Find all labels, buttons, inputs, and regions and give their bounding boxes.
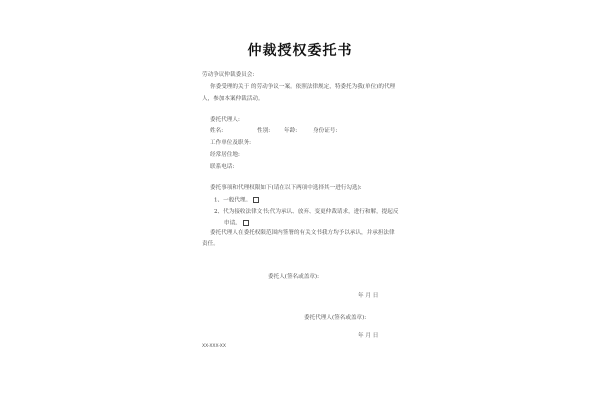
agent-heading: 委托代理人: (210, 117, 240, 123)
phone-label: 联系电话: (210, 164, 235, 170)
gender-label: 性别: (257, 128, 271, 134)
agent-signature: 委托代理人(签名或盖章): (304, 315, 367, 321)
id-label: 身份证号: (313, 128, 338, 134)
name-label: 姓名: (210, 128, 224, 134)
closing-line-1: 委托代理人在委托权限范围内签署的有关文书我方均予以承认，并承担法律 (210, 230, 395, 236)
principal-date: 年 月 日 (358, 293, 379, 299)
option-1-label: 1、一般代理。 (214, 197, 252, 204)
intro-line-2: 人，参加本案仲裁活动。 (202, 96, 264, 102)
document-title: 仲裁授权委托书 (247, 43, 353, 59)
option-1-checkbox[interactable] (253, 197, 259, 203)
option-2 (214, 209, 398, 216)
option-2-cont (224, 220, 249, 228)
option-2-label-cont: 申请。 (224, 220, 241, 227)
addressee: 劳动争议仲裁委员会: (202, 72, 255, 78)
closing-line-2: 责任。 (202, 241, 219, 247)
agent-date: 年 月 日 (358, 333, 379, 339)
option-1 (214, 197, 259, 205)
age-label: 年龄: (284, 128, 298, 134)
address-label: 经常居住地: (210, 152, 240, 158)
work-label: 工作单位及职务: (210, 140, 252, 146)
footer-code: XX-XXX-XX (202, 344, 226, 349)
principal-signature: 委托人(签名或盖章): (268, 274, 319, 280)
option-2-checkbox[interactable] (243, 220, 249, 226)
intro-line-1: 你委受理的关于 的劳动争议一案。依照法律规定，特委托为我(单位)的代理 (210, 84, 396, 90)
scope-heading: 委托事项和代理权限如下(请在以下两项中选择其一进行勾选): (210, 185, 362, 191)
option-2-label: 2、代为接收法律文书;代为承认、放弃、变更仲裁请求，进行和解，提起反 (214, 209, 399, 215)
